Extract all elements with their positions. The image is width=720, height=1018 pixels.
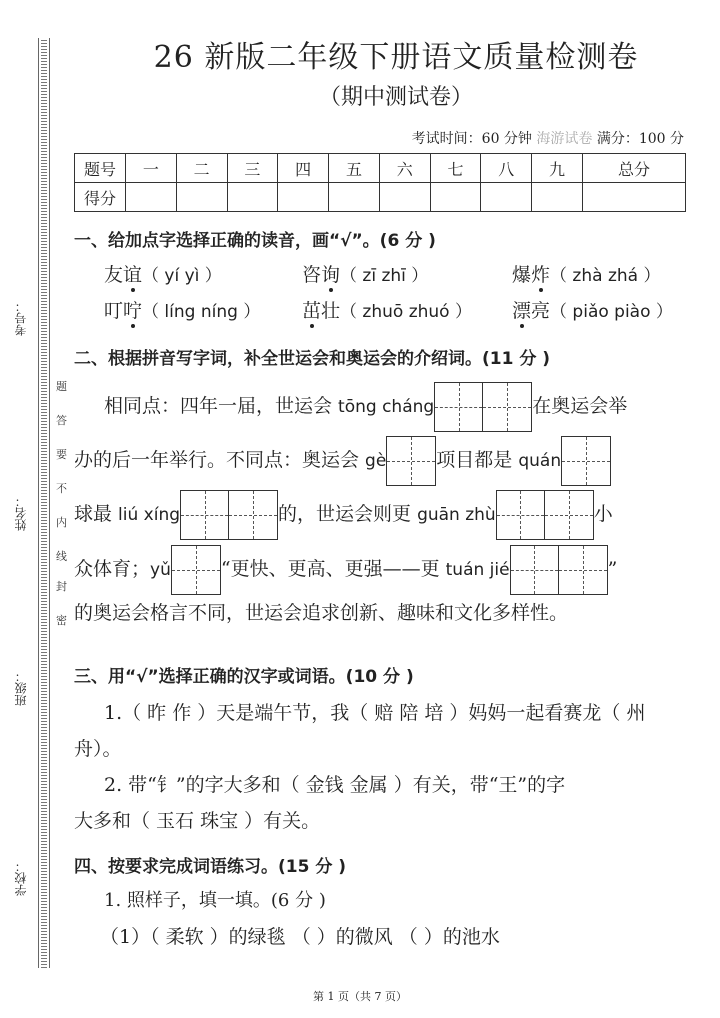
seal-char: 题 — [56, 380, 67, 393]
score-cell: 题号 — [75, 154, 126, 183]
xuexiao-label: 学校： — [14, 860, 28, 896]
seal-char: 不 — [56, 482, 67, 495]
char: 叮 — [104, 300, 124, 322]
text: 的，世运会则更 — [278, 503, 418, 525]
exam-meta — [412, 128, 684, 148]
exam-time: 考试时间：60 分钟 — [411, 131, 532, 147]
pinyin: tuán jié — [445, 560, 510, 580]
score-cell: 二 — [176, 154, 227, 183]
dotted-char: 漂 — [512, 300, 532, 322]
exam-score: 满分：100 分 — [596, 131, 684, 147]
score-input-cell[interactable] — [532, 183, 583, 212]
page-footer: 第 1 页（共 7 页） — [313, 990, 407, 1003]
char-grid[interactable] — [561, 436, 611, 486]
page-title: 26 新版二年级下册语文质量检测卷 — [153, 40, 639, 75]
text: 众体育； — [74, 558, 151, 580]
sec1-item — [302, 260, 428, 287]
score-input-cell[interactable] — [430, 183, 481, 212]
score-cell: 八 — [481, 154, 532, 183]
pinyin-choice[interactable]: （ zhuō zhuó ） — [340, 302, 472, 322]
score-cell: 六 — [379, 154, 430, 183]
sec3-line-2: 舟）。 — [74, 738, 122, 760]
score-cell: 四 — [278, 154, 329, 183]
dotted-char: 询 — [321, 264, 341, 286]
score-input-cell[interactable] — [329, 183, 380, 212]
seal-char: 内 — [56, 516, 67, 529]
score-input-cell[interactable] — [583, 183, 686, 212]
char-grid[interactable] — [171, 545, 221, 595]
score-cell: 七 — [430, 154, 481, 183]
sec1-item — [512, 260, 660, 287]
score-cell: 得分 — [75, 183, 126, 212]
pinyin: yǔ — [150, 560, 171, 580]
char-grid[interactable] — [386, 436, 436, 486]
section-4-title: 四、按要求完成词语练习。(15 分 ) — [74, 857, 347, 877]
text: 球最 — [74, 503, 119, 525]
score-table-header-row — [75, 154, 686, 183]
seal-char: 线 — [56, 550, 67, 563]
section-3-title: 三、用“√”选择正确的汉字或词语。(10 分 ) — [74, 667, 414, 687]
char: 爆 — [512, 264, 532, 286]
seal-dash-line — [38, 38, 50, 968]
sec1-item — [512, 296, 673, 323]
score-input-cell[interactable] — [379, 183, 430, 212]
pinyin: gè — [365, 451, 387, 471]
pinyin: liú xíng — [118, 505, 181, 525]
score-input-cell[interactable] — [176, 183, 227, 212]
seal-char: 答 — [56, 414, 67, 427]
xingming-label: 姓名： — [14, 495, 28, 531]
section-2-title: 二、根据拼音写字词，补全世运会和奥运会的介绍词。(11 分 ) — [74, 349, 551, 369]
page-subtitle: （期中测试卷） — [318, 85, 473, 110]
pinyin-choice[interactable]: （ líng níng ） — [142, 302, 261, 322]
sec1-item — [302, 296, 472, 323]
text: 小 — [593, 503, 613, 525]
char-grid[interactable] — [496, 490, 594, 540]
sec1-item — [104, 296, 260, 323]
score-cell: 总分 — [583, 154, 686, 183]
pinyin-choice[interactable]: （ zī zhī ） — [340, 266, 429, 286]
char: 咨 — [302, 264, 322, 286]
section-1-title: 一、给加点字选择正确的读音，画“√”。(6 分 ) — [74, 231, 436, 251]
text: 相同点：四年一届，世运会 — [104, 395, 339, 417]
char-grid[interactable] — [180, 490, 278, 540]
seal-char: 封 — [56, 580, 67, 593]
kaohao-label: 考号： — [14, 300, 28, 336]
pinyin-choice[interactable]: （ yí yì ） — [142, 266, 222, 286]
binding-margin — [0, 0, 72, 1018]
pinyin-choice[interactable]: （ zhà zhá ） — [550, 266, 661, 286]
score-table-score-row — [75, 183, 686, 212]
dotted-char: 咛 — [123, 300, 143, 322]
text: 办的后一年举行。不同点：奥运会 — [74, 449, 366, 471]
sec4-line-1[interactable]: （1）（ 柔软 ）的绿毯 （ ）的微风 （ ）的池水 — [100, 926, 500, 948]
score-input-cell[interactable] — [481, 183, 532, 212]
sec2-line-2 — [74, 436, 611, 486]
char-grid[interactable] — [510, 545, 608, 595]
text: 在奥运会举 — [532, 395, 628, 417]
text: “更快、更高、更强——更 — [220, 558, 446, 580]
pinyin: quán — [518, 451, 562, 471]
score-input-cell[interactable] — [227, 183, 278, 212]
seal-char: 要 — [56, 448, 67, 461]
sec2-line-1 — [104, 382, 627, 432]
banji-label: 班级： — [14, 670, 28, 706]
seal-char: 密 — [56, 614, 67, 627]
score-cell: 三 — [227, 154, 278, 183]
sec3-line-4[interactable]: 大多和（ 玉石 珠宝 ）有关。 — [74, 810, 321, 832]
text: ” — [607, 558, 618, 580]
sec3-line-1[interactable]: 1.（ 昨 作 ）天是端午节，我（ 赔 陪 培 ）妈妈一起看赛龙（ 州 — [104, 702, 646, 724]
char: 壮 — [321, 300, 341, 322]
dotted-char: 茁 — [302, 300, 322, 322]
score-cell: 九 — [532, 154, 583, 183]
score-cell: 五 — [329, 154, 380, 183]
pinyin-choice[interactable]: （ piǎo piào ） — [550, 302, 673, 322]
sec3-line-3[interactable]: 2. 带“钅”的字大多和（ 金钱 金属 ）有关，带“王”的字 — [104, 774, 566, 796]
pinyin: tōng cháng — [338, 397, 435, 417]
char: 亮 — [531, 300, 551, 322]
sec4-sub1: 1. 照样子，填一填。(6 分 ) — [104, 890, 326, 911]
watermark-text: 海游试卷 — [536, 131, 593, 147]
score-input-cell[interactable] — [278, 183, 329, 212]
score-cell: 一 — [126, 154, 177, 183]
sec2-line-4 — [74, 545, 617, 595]
char: 友 — [104, 264, 124, 286]
dotted-char: 炸 — [531, 264, 551, 286]
score-table — [74, 153, 686, 212]
score-input-cell[interactable] — [126, 183, 177, 212]
sec2-line-5: 的奥运会格言不同，世运会追求创新、趣味和文化多样性。 — [74, 602, 569, 624]
pinyin: guān zhù — [417, 505, 496, 525]
text: 项目都是 — [436, 449, 519, 471]
dotted-char: 谊 — [123, 264, 143, 286]
char-grid[interactable] — [434, 382, 532, 432]
sec1-item — [104, 260, 222, 287]
sec2-line-3 — [74, 490, 613, 540]
